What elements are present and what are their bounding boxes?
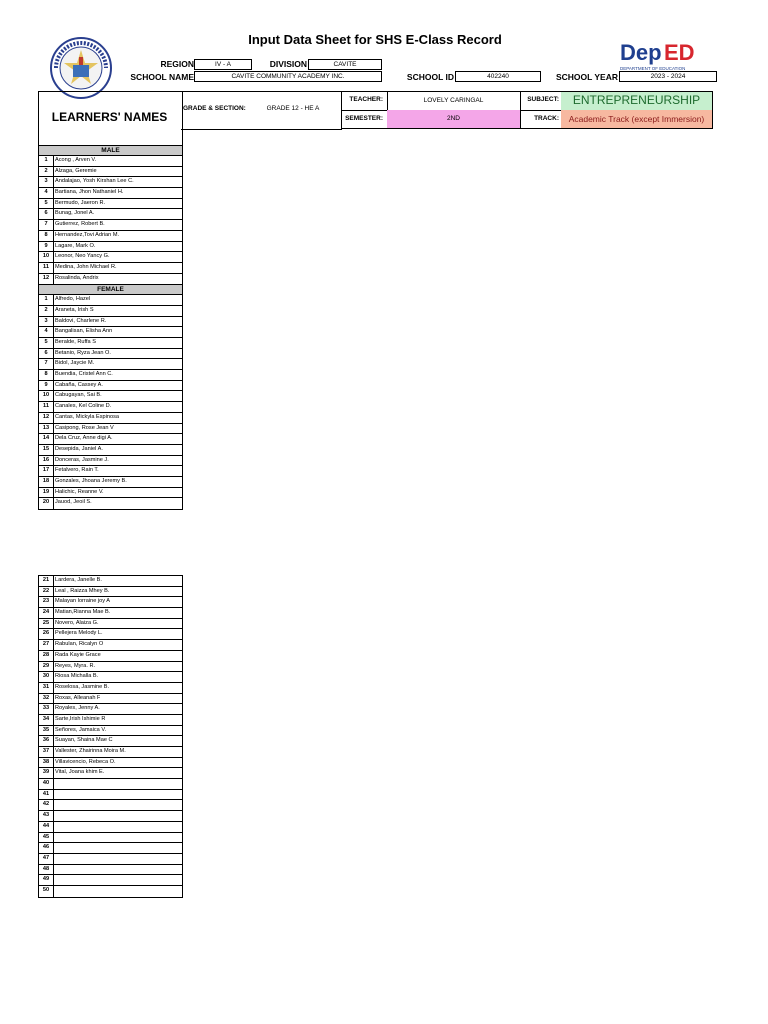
school-id-field[interactable]: 402240 — [455, 71, 541, 82]
row-number: 43 — [39, 811, 54, 821]
learner-name[interactable]: Lagare, Mark O. — [55, 242, 96, 249]
row-number: 5 — [39, 199, 54, 209]
learner-name[interactable]: Roxas, Alleanah F — [55, 694, 101, 701]
learner-row[interactable] — [39, 587, 182, 598]
learner-name[interactable]: Desepida, Janiel A. — [55, 445, 103, 452]
row-number: 15 — [39, 445, 54, 455]
learner-name[interactable]: Lardera, Janelle B. — [55, 577, 102, 583]
learner-row[interactable] — [39, 263, 182, 274]
row-number: 34 — [39, 715, 54, 725]
region-label: REGION — [160, 59, 194, 69]
learner-row[interactable] — [39, 381, 182, 392]
row-number: 21 — [39, 576, 54, 586]
learner-name[interactable] — [54, 790, 55, 800]
learner-row[interactable] — [39, 359, 182, 370]
learner-name[interactable] — [54, 779, 55, 789]
learner-row[interactable] — [39, 402, 182, 413]
learner-name[interactable]: Alfredo, Hazel — [55, 296, 91, 303]
subject-label: SUBJECT: — [527, 96, 559, 103]
learner-name[interactable]: Jauod, Jeoil S. — [55, 499, 92, 506]
school-id-label: SCHOOL ID — [406, 72, 454, 82]
learner-row[interactable] — [39, 790, 182, 801]
learners-names-label: LEARNERS' NAMES — [51, 110, 168, 124]
row-number: 46 — [39, 843, 54, 853]
row-number: 16 — [39, 456, 54, 466]
row-number: 17 — [39, 466, 54, 476]
learner-row[interactable] — [39, 274, 182, 285]
learner-name[interactable]: Fetalvero, Rain T. — [55, 467, 99, 474]
svg-text:ED: ED — [664, 40, 695, 65]
learner-name[interactable]: Bermudo, Jaeron R. — [55, 199, 106, 206]
row-number: 14 — [39, 434, 54, 444]
learner-row[interactable] — [39, 800, 182, 811]
school-year-label: SCHOOL YEAR — [555, 72, 618, 82]
school-year-field[interactable]: 2023 - 2024 — [619, 71, 717, 82]
row-number: 4 — [39, 188, 54, 198]
row-number: 20 — [39, 498, 54, 509]
row-number: 3 — [39, 177, 54, 187]
learner-row[interactable] — [39, 188, 182, 199]
learner-name[interactable]: Rada Kayie Grace — [55, 651, 101, 658]
learner-row[interactable] — [39, 576, 182, 587]
learner-row[interactable] — [39, 651, 182, 662]
learner-row[interactable] — [39, 683, 182, 694]
learner-name[interactable]: Rosalinda, Andrix — [55, 274, 99, 281]
row-number: 8 — [39, 370, 54, 380]
female-section-header: FEMALE — [39, 284, 182, 295]
learner-name[interactable] — [54, 886, 55, 897]
learner-name[interactable]: Villavicencio, Rebeca O. — [55, 758, 116, 765]
learner-name[interactable]: Donceras, Jasmine J. — [55, 456, 109, 463]
row-number: 45 — [39, 833, 54, 843]
row-number: 40 — [39, 779, 54, 789]
row-number: 10 — [39, 252, 54, 262]
learner-name[interactable]: Señores, Jamaica V. — [55, 726, 107, 733]
learner-name[interactable]: Beralde, Ruffa S — [55, 339, 96, 345]
learner-row[interactable] — [39, 156, 182, 167]
semester-label: SEMESTER: — [345, 115, 383, 122]
learner-name[interactable]: Andalajao, Yosh Kirshan Lee C. — [55, 178, 134, 185]
learner-name[interactable]: Bangalisan, Elisha Ann — [55, 328, 113, 335]
learner-name[interactable]: Araneta, Irish S — [55, 306, 94, 313]
learner-row[interactable] — [39, 779, 182, 790]
learner-row[interactable] — [39, 608, 182, 619]
page-title: Input Data Sheet for SHS E-Class Record — [248, 32, 502, 47]
learner-row[interactable] — [39, 747, 182, 758]
learner-row[interactable] — [39, 811, 182, 822]
learner-name[interactable]: Hernandez,Tovi Adrian M. — [55, 231, 120, 238]
row-number: 10 — [39, 391, 54, 401]
school-name-field[interactable]: CAVITE COMMUNITY ACADEMY INC. — [194, 71, 382, 82]
learner-row[interactable] — [39, 715, 182, 726]
learner-row[interactable] — [39, 597, 182, 608]
track-field[interactable]: Academic Track (except Immersion) — [561, 110, 713, 129]
row-number: 27 — [39, 640, 54, 650]
learner-row[interactable] — [39, 220, 182, 231]
row-number: 7 — [39, 359, 54, 369]
learner-name[interactable]: Malayan lorraine joy A — [55, 598, 111, 605]
learner-name[interactable]: Leal , Raizza Mhey B. — [55, 587, 110, 594]
learner-name[interactable]: Suayan, Shaina Mae C — [55, 737, 113, 744]
learner-name[interactable]: Dela Cruz, Anne digi A. — [55, 435, 113, 442]
learner-row[interactable] — [39, 822, 182, 833]
row-number: 47 — [39, 854, 54, 864]
row-number: 3 — [39, 317, 54, 327]
row-number: 41 — [39, 790, 54, 800]
learner-name[interactable]: Pellejera Melody L. — [55, 630, 103, 637]
learner-row[interactable] — [39, 865, 182, 876]
learner-name[interactable] — [54, 800, 55, 810]
learner-row[interactable] — [39, 424, 182, 435]
region-field[interactable]: IV - A — [194, 59, 252, 70]
learner-name[interactable]: Bunag, Jonel A. — [55, 210, 95, 217]
learner-name[interactable]: Gonzales, Jhoana Jeremy B. — [55, 477, 127, 484]
learner-row[interactable] — [39, 704, 182, 715]
learner-name[interactable]: Leonor, Neo Yancy G. — [55, 253, 110, 260]
row-number: 44 — [39, 822, 54, 832]
learner-row[interactable] — [39, 477, 182, 488]
learner-name[interactable] — [54, 875, 55, 885]
row-number: 26 — [39, 629, 54, 639]
row-number: 7 — [39, 220, 54, 230]
learner-row[interactable] — [39, 413, 182, 424]
learner-name[interactable]: Casipong, Rose Jean V — [55, 424, 114, 431]
subject-field[interactable]: ENTREPRENEURSHIP — [561, 91, 713, 111]
row-number: 48 — [39, 865, 54, 875]
learner-name[interactable]: Medina, John Michael R. — [55, 263, 117, 270]
row-number: 39 — [39, 768, 54, 778]
row-number: 37 — [39, 747, 54, 757]
learner-name[interactable] — [54, 833, 55, 843]
learner-name[interactable]: Cantas, Mickyla Espinosa — [55, 413, 120, 420]
learner-name[interactable] — [54, 843, 55, 853]
learner-name[interactable]: Rabulan, Ricalyn O — [55, 641, 104, 648]
learner-row[interactable] — [39, 349, 182, 360]
row-number: 25 — [39, 619, 54, 629]
row-number: 23 — [39, 597, 54, 607]
learner-row[interactable] — [39, 672, 182, 683]
grade-section-label: GRADE & SECTION: — [183, 105, 246, 112]
learner-row[interactable] — [39, 498, 182, 509]
learner-row[interactable] — [39, 629, 182, 640]
learner-row[interactable] — [39, 854, 182, 865]
learners-list-1 — [38, 145, 183, 510]
row-number: 5 — [39, 338, 54, 348]
learner-name[interactable]: Halichic, Reanne V. — [55, 488, 104, 495]
row-number: 32 — [39, 694, 54, 704]
learner-row[interactable] — [39, 640, 182, 651]
learner-name[interactable]: Bidol, Jaycie M. — [55, 360, 95, 367]
semester-field[interactable]: 2ND — [387, 110, 521, 129]
row-number: 30 — [39, 672, 54, 682]
learner-row[interactable] — [39, 295, 182, 306]
row-number: 12 — [39, 413, 54, 423]
learner-row[interactable] — [39, 327, 182, 338]
row-number: 11 — [39, 263, 54, 273]
learner-row[interactable] — [39, 231, 182, 242]
row-number: 13 — [39, 424, 54, 434]
learner-row[interactable] — [39, 167, 182, 178]
learner-row[interactable] — [39, 445, 182, 456]
learner-row[interactable] — [39, 338, 182, 349]
row-number: 1 — [39, 295, 54, 305]
learner-row[interactable] — [39, 391, 182, 402]
row-number: 31 — [39, 683, 54, 693]
learner-row[interactable] — [39, 456, 182, 467]
division-label: DIVISION — [269, 59, 307, 69]
learner-name[interactable]: Riosa Michalla B. — [55, 673, 99, 680]
learner-row[interactable] — [39, 209, 182, 220]
division-field[interactable]: CAVITE — [308, 59, 382, 70]
row-number: 12 — [39, 274, 54, 285]
learner-row[interactable] — [39, 370, 182, 381]
learner-row[interactable] — [39, 843, 182, 854]
row-number: 42 — [39, 800, 54, 810]
teacher-field[interactable]: LOVELY CARINGAL — [387, 91, 521, 111]
row-number: 38 — [39, 758, 54, 768]
learner-name[interactable]: Cabaña, Cassey A. — [55, 381, 103, 388]
learner-row[interactable] — [39, 726, 182, 737]
row-number: 2 — [39, 306, 54, 316]
learner-name[interactable]: Cabugayan, Sai B. — [55, 392, 102, 399]
row-number: 24 — [39, 608, 54, 618]
row-number: 6 — [39, 349, 54, 359]
grade-section-value[interactable]: GRADE 12 - HE A — [266, 105, 320, 112]
row-number: 50 — [39, 886, 54, 897]
learner-name[interactable]: Betanio, Ryza Jean O. — [55, 349, 111, 356]
learner-name[interactable]: Sarte,Irish Ishimie R — [55, 715, 106, 722]
deped-logo — [620, 40, 715, 72]
row-number: 28 — [39, 651, 54, 661]
learner-name[interactable]: Gutierrez, Robert B. — [55, 221, 105, 228]
learner-row[interactable] — [39, 619, 182, 630]
learner-name[interactable]: Buendia, Cristel Ann C. — [55, 371, 113, 378]
row-number: 18 — [39, 477, 54, 487]
learner-row[interactable] — [39, 199, 182, 210]
row-number: 36 — [39, 736, 54, 746]
male-section-header: MALE — [39, 146, 182, 156]
learner-name[interactable] — [54, 822, 55, 832]
svg-text:Dep: Dep — [620, 40, 662, 65]
learner-name[interactable]: Vallester, Zhairinna Moira M. — [55, 748, 126, 754]
row-number: 49 — [39, 875, 54, 885]
row-number: 22 — [39, 587, 54, 597]
learner-row[interactable] — [39, 434, 182, 445]
row-number: 33 — [39, 704, 54, 714]
learner-name[interactable] — [54, 854, 55, 864]
row-number: 19 — [39, 488, 54, 498]
learner-row[interactable] — [39, 466, 182, 477]
svg-text:DEPARTMENT OF EDUCATION: DEPARTMENT OF EDUCATION — [620, 66, 686, 71]
learner-row[interactable] — [39, 886, 182, 897]
learner-row[interactable] — [39, 768, 182, 779]
learner-name[interactable]: Canales, Kel Coline D. — [55, 403, 112, 410]
learner-row[interactable] — [39, 736, 182, 747]
learner-row[interactable] — [39, 662, 182, 673]
learner-row[interactable] — [39, 694, 182, 705]
teacher-label: TEACHER: — [349, 96, 383, 103]
learner-name[interactable]: Acong , Arven V. — [55, 157, 97, 163]
learner-row[interactable] — [39, 177, 182, 188]
learner-row[interactable] — [39, 317, 182, 328]
learner-name[interactable]: Alzaga, Geremie — [55, 167, 97, 174]
row-number: 8 — [39, 231, 54, 241]
learner-row[interactable] — [39, 833, 182, 844]
learner-name[interactable]: Bartiana, Jhon Nathaniel H. — [55, 189, 124, 196]
row-number: 11 — [39, 402, 54, 412]
learner-row[interactable] — [39, 488, 182, 499]
row-number: 4 — [39, 327, 54, 337]
learner-name[interactable]: Novero, Alaiza G. — [55, 619, 99, 626]
school-name-label: SCHOOL NAME — [130, 72, 194, 82]
learner-row[interactable] — [39, 306, 182, 317]
track-label: TRACK: — [534, 115, 559, 122]
learners-list-2 — [38, 575, 183, 898]
learner-name[interactable]: Royales, Jenny A. — [55, 705, 100, 712]
learner-name[interactable]: Baldovi, Charlene R. — [55, 317, 107, 324]
row-number: 2 — [39, 167, 54, 177]
row-number: 29 — [39, 662, 54, 672]
row-number: 35 — [39, 726, 54, 736]
row-number: 6 — [39, 209, 54, 219]
learner-name[interactable] — [54, 865, 55, 875]
learner-row[interactable] — [39, 252, 182, 263]
row-number: 9 — [39, 242, 54, 252]
learner-row[interactable] — [39, 875, 182, 886]
learner-row[interactable] — [39, 758, 182, 769]
row-number: 9 — [39, 381, 54, 391]
learner-name[interactable] — [54, 811, 55, 821]
learner-name[interactable]: Matian,Rianna Mae B. — [55, 609, 111, 616]
row-number: 1 — [39, 156, 54, 166]
learner-name[interactable]: Reyes, Myra. R. — [55, 662, 96, 669]
learner-row[interactable] — [39, 242, 182, 253]
learner-name[interactable]: Roselosa, Jasmine B. — [55, 683, 110, 690]
learner-name[interactable]: Vital, Joana khim E. — [55, 769, 105, 776]
